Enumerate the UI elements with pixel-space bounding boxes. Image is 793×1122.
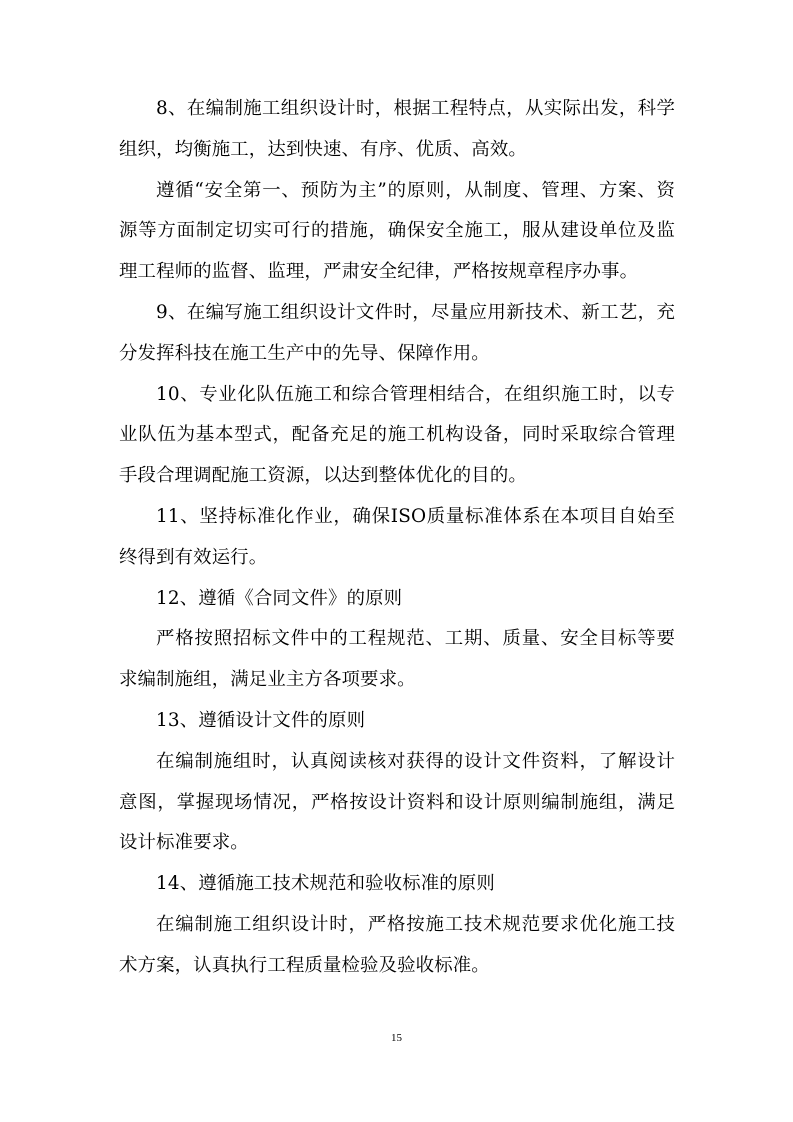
page-body xyxy=(119,89,675,987)
paragraph-principle-9: 9、在编写施工组织设计文件时，尽量应用新技术、新工艺，充分发挥科技在施工生产中的先导、保障作用。 xyxy=(119,301,675,364)
heading-principle-12: 12、遵循《合同文件》的原则 xyxy=(156,587,403,609)
paragraph-contract-requirements: 严格按照招标文件中的工程规范、工期、质量、安全目标等要求编制施组，满足业主方各项要求。 xyxy=(119,628,675,691)
page-number: 15 xyxy=(391,1032,402,1044)
paragraph-principle-8: 8、在编制施工组织设计时，根据工程特点，从实际出发，科学组织，均衡施工，达到快速、有序、优质、高效。 xyxy=(119,98,675,160)
paragraph-principle-10: 10、专业化队伍施工和综合管理相结合，在组织施工时，以专业队伍为基本型式，配备充足的施工机构设备，同时采取综合管理手段合理调配施工资源，以达到整体优化的目的。 xyxy=(119,383,675,487)
heading-principle-13: 13、遵循设计文件的原则 xyxy=(156,709,366,731)
paragraph-technical-specifications: 在编制施工组织设计时，严格按施工技术规范要求优化施工技术方案，认真执行工程质量检验及验收标准。 xyxy=(119,913,675,976)
paragraph-design-documents: 在编制施组时，认真阅读核对获得的设计文件资料，了解设计意图，掌握现场情况，严格按设计资料和设计原则编制施组，满足设计标准要求。 xyxy=(119,750,675,854)
heading-principle-14: 14、遵循施工技术规范和验收标准的原则 xyxy=(156,873,495,895)
paragraph-principle-11: 11、坚持标准化作业，确保ISO质量标准体系在本项目自始至终得到有效运行。 xyxy=(119,505,675,568)
paragraph-safety-first: 遵循“安全第一、预防为主”的原则，从制度、管理、方案、资源等方面制定切实可行的措施，确保安全施工，服从建设单位及监理工程师的监督、监理，严肃安全纪律，严格按规章程序办事。 xyxy=(119,179,675,283)
